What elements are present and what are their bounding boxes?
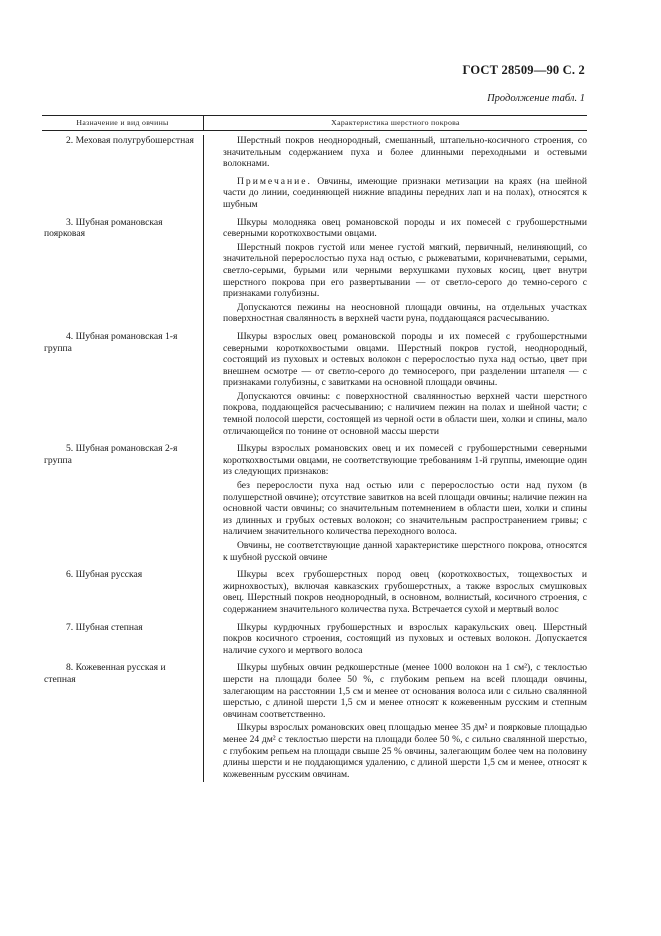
column-header-name: Назначение и вид овчины [42, 116, 204, 130]
sheepskin-classification-table [42, 115, 587, 786]
row-name: 5. Шубная романовская 2-я группа [44, 443, 178, 466]
description-paragraph: Шерстный покров неоднородный, смешанный, штапельно-косичного строения, со значительным содержанием пуха и более длинными переходными и остевыми волокнами. [223, 135, 587, 170]
description-paragraph: Шкуры всех грубошерстных пород овец (короткохвостых, тощехвостых и жирнохвостых), включая кавказских грубошерстных, а также взрослых смушковых овец. Шерстный покров неоднородный, в основном, волнистый, косичного строения, с содержанием значительного количества пуха. Встречается сухой и мертвый волос [223, 569, 587, 615]
description-paragraph: без перерослости пуха над остью или с перерослостью ости над пухом (в полушерстной овчине); отсутствие завитков на всей площади овчины; наличие пежин на основной части овчины; со значительным потемнением в области шеи, холки и спины из длинных и грубых остевых волокон; со значительным распространением гривы; с наличием значительного количества переходного волоса. [223, 480, 587, 538]
description-paragraph: Шкуры взрослых овец романовской породы и их помесей с грубошерстными северными короткохвостыми овцами. Шерстный покров густой, неоднородный, состоящий из пуховых и остевых волокон с перерослостью пуха над остью, цвет при внешнем осмотре — от светло-серого до темносерого, при разделении штапеля — с признаками голубизны, с завитками на основной площади овчины. [223, 330, 587, 389]
document-header-title: ГОСТ 28509—90 С. 2 [462, 63, 585, 77]
table-row [42, 331, 587, 439]
description-note [223, 176, 587, 211]
row-description [203, 662, 587, 782]
description-paragraph: Шкуры взрослых романовских овец площадью менее 35 дм² и поярковые площадью менее 24 дм² с теклостью шерсти на площади более 50 %, с сильно свалянной шерстью, с глубоким репьем на площади свыше 25 % овчины, залегающим более чем на половину длины шерсти и не поддающимся удалению, с длиной шерсти 1,5 см и менее, относят к кожевенным русским овчинам. [223, 722, 587, 780]
description-paragraph: Шкуры взрослых романовских овец и их помесей с грубошерстными северными короткохвостыми овцами, не соответствующие требованиям 1-й группы, имеющие один из следующих признаков: [223, 443, 587, 478]
description-paragraph: Овчины, не соответствующие данной характеристике шерстного покрова, относятся к шубной русской овчине [223, 540, 587, 563]
row-name: 4. Шубная романовская 1-я группа [44, 330, 178, 354]
row-name: 8. Кожевенная русская и степная [44, 662, 166, 685]
description-paragraph: Шерстный покров густой или менее густой мягкий, первичный, нелиняющий, со значительной перерослостью пуха над остью, с рыжеватыми, коричневатыми, серыми, светло-серыми, бурыми или черными верхушками пуховых косиц, цвет внутри шерстного покрова при его развертывании — от светло-серого до темно-серого с признаками голубизны. [223, 241, 587, 300]
note-text: Овчины, имеющие признаки метизации на краях (на шейной части до линии, соединяющей нижние впадины передних лап и на полах), относятся к шубным [223, 175, 587, 210]
table-row [42, 662, 587, 782]
row-description [203, 135, 587, 213]
description-paragraph: Шкуры курдючных грубошерстных и взрослых каракульских овец. Шерстный покров косичного строения, состоящий из пуховых и остевых волокон. Допускается наличие сухого и мертвого волоса [223, 621, 587, 656]
row-description [203, 217, 587, 327]
description-paragraph: Шкуры шубных овчин редкошерстные (менее 1000 волокон на 1 см²), с теклостью шерсти на площади более 50 %, с глубоким репьем на всей площади овчины, залегающим на расстоянии 1,5 см и менее от основания волоса или с сильно свалянной шерстью, с длиной шерсти 1,5 см и менее относят к кожевенным русским и степным овчинам соответственно. [223, 662, 587, 720]
description-paragraph: Допускаются овчины: с поверхностной свалянностью верхней части шерстного покрова, поддающейся расчесыванию; с наличием пежин на полах и шейной части; с темной полосой шерсти, состоящей из черной ости в области шеи, холки и спины, мало отличающейся по тонине от основной массы шерсти [223, 390, 587, 437]
description-paragraph: Допускаются пежины на неосновной площади овчины, на отдельных участках поверхностная свалянность в верхней части руна, поддающаяся расчесыванию. [223, 301, 587, 325]
row-description [203, 569, 587, 617]
column-divider [203, 135, 204, 782]
row-description [203, 443, 587, 565]
table-row [42, 135, 587, 213]
table-row [42, 217, 587, 327]
row-description [203, 331, 587, 439]
table-body [42, 135, 587, 782]
table-row [42, 443, 587, 565]
row-name: 2. Меховая полугрубошерстная [66, 135, 194, 146]
description-paragraph: Шкуры молодняка овец романовской породы и их помесей с грубошерстными северными короткохвостыми овцами. [223, 216, 587, 240]
row-name: 7. Шубная степная [66, 621, 143, 633]
row-name: 6. Шубная русская [66, 569, 143, 581]
row-name: 3. Шубная романовская поярковая [44, 216, 163, 240]
table-continuation-label: Продолжение табл. 1 [487, 93, 585, 104]
note-label: Примечание. [237, 175, 312, 187]
table-row [42, 622, 587, 659]
table-column-headers [42, 116, 587, 131]
column-header-characteristic: Характеристика шерстного покрова [331, 118, 460, 127]
table-row [42, 569, 587, 617]
row-description [203, 622, 587, 659]
